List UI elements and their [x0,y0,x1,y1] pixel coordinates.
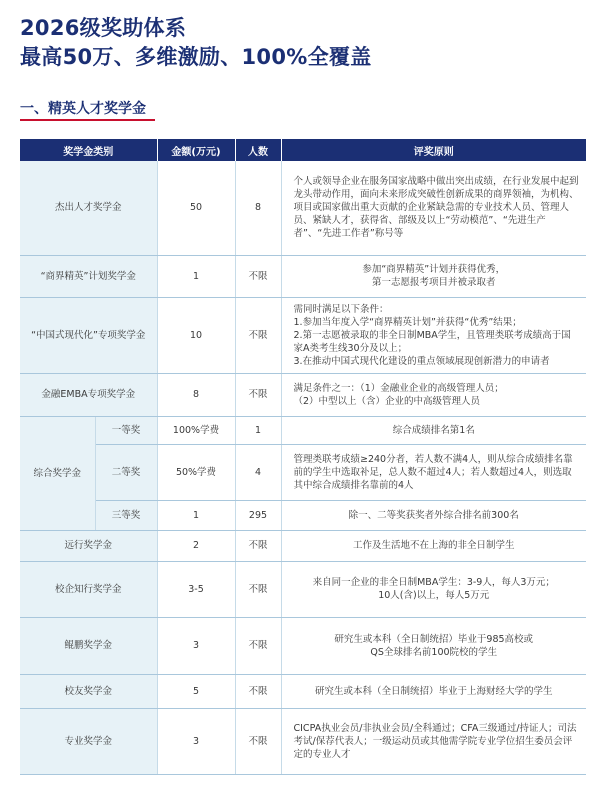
amount-cell: 3-5 [157,561,235,617]
count-cell: 不限 [235,530,281,561]
page-title [20,14,372,72]
subcategory-cell: 一等奖 [95,416,157,444]
count-cell: 不限 [235,674,281,708]
count-cell: 不限 [235,561,281,617]
table-row [20,708,586,774]
amount-cell: 5 [157,674,235,708]
amount-cell: 10 [157,297,235,373]
count-cell: 295 [235,500,281,530]
criteria-cell: 个人或领导企业在服务国家战略中做出突出成绩，在行业发展中起到龙头带动作用，面向未来形成突破性创新成果的商界领袖，为机构、项目或国家做出重大贡献的企业紧缺急需的专业技术人员、管理人员、紧缺人才，获得省、部级及以上“劳动模范”、“先进生产者”、“先进工作者”称号等 [281,161,586,255]
header-category: 奖学金类别 [20,139,157,161]
count-cell: 不限 [235,255,281,297]
section-title: 一、精英人才奖学金 [20,101,146,117]
category-cell: 校友奖学金 [20,674,157,708]
category-cell: 专业奖学金 [20,708,157,774]
section-underline [20,119,155,121]
table-row [20,674,586,708]
header-criteria: 评奖原则 [281,139,586,161]
count-cell: 8 [235,161,281,255]
criteria-cell: 管理类联考成绩≥240分者，若人数不满4人，则从综合成绩排名靠前的学生中选取补足，总人数不超过4人；若人数超过4人，则选取其中综合成绩排名靠前的4人 [281,444,586,500]
scholarship-table [20,139,586,775]
count-cell: 不限 [235,617,281,674]
table-row [20,255,586,297]
header-count: 人数 [235,139,281,161]
category-cell: 综合奖学金 [20,416,95,530]
category-cell: 金融EMBA专项奖学金 [20,373,157,416]
table-row [20,416,586,444]
criteria-cell: CICPA执业会员/非执业会员/全科通过；CFA三级通过/持证人；司法考试/保荐代表人；一级运动员或其他需学院专业学位招生委员会评定的专业人才 [281,708,586,774]
count-cell: 1 [235,416,281,444]
criteria-cell: 需同时满足以下条件： 1.参加当年度入学“商界精英计划”并获得“优秀”结果； 2.第一志愿被录取的非全日制MBA学生，且管理类联考成绩高于国家A类考生线30分及以上； 3.在推动中国式现代化建设的重点领域展现创新潜力的申请者 [281,297,586,373]
count-cell: 不限 [235,708,281,774]
category-cell: 鲲鹏奖学金 [20,617,157,674]
table-row [20,297,586,373]
count-cell: 不限 [235,297,281,373]
category-cell: “商界精英”计划奖学金 [20,255,157,297]
criteria-cell: 满足条件之一：（1）金融业企业的高级管理人员； （2）中型以上（含）企业的中高级管理人员 [281,373,586,416]
category-cell: 远行奖学金 [20,530,157,561]
category-cell: 杰出人才奖学金 [20,161,157,255]
category-cell: “中国式现代化”专项奖学金 [20,297,157,373]
subcategory-cell: 三等奖 [95,500,157,530]
criteria-cell: 工作及生活地不在上海的非全日制学生 [281,530,586,561]
subcategory-cell: 二等奖 [95,444,157,500]
count-cell: 4 [235,444,281,500]
amount-cell: 8 [157,373,235,416]
criteria-cell: 综合成绩排名第1名 [281,416,586,444]
amount-cell: 3 [157,617,235,674]
amount-cell: 100%学费 [157,416,235,444]
table-row [20,617,586,674]
title-line-1: 2026级奖助体系 [20,16,187,40]
criteria-cell: 研究生或本科（全日制统招）毕业于上海财经大学的学生 [281,674,586,708]
criteria-cell: 除一、二等奖获奖者外综合排名前300名 [281,500,586,530]
table-row [20,373,586,416]
table-row [20,500,586,530]
amount-cell: 2 [157,530,235,561]
table-row [20,161,586,255]
table-row [20,530,586,561]
amount-cell: 1 [157,500,235,530]
criteria-cell: 参加“商界精英”计划并获得优秀， 第一志愿报考项目并被录取者 [281,255,586,297]
amount-cell: 1 [157,255,235,297]
criteria-cell: 研究生或本科（全日制统招）毕业于985高校或 QS全球排名前100院校的学生 [281,617,586,674]
table-row [20,444,586,500]
count-cell: 不限 [235,373,281,416]
criteria-cell: 来自同一企业的非全日制MBA学生：3-9人，每人3万元； 10人(含)以上，每人5万元 [281,561,586,617]
amount-cell: 50%学费 [157,444,235,500]
table-header-row [20,139,586,161]
header-amount: 金额(万元) [157,139,235,161]
table-row [20,561,586,617]
amount-cell: 3 [157,708,235,774]
amount-cell: 50 [157,161,235,255]
title-line-2: 最高50万、多维激励、100%全覆盖 [20,45,372,69]
category-cell: 校企知行奖学金 [20,561,157,617]
